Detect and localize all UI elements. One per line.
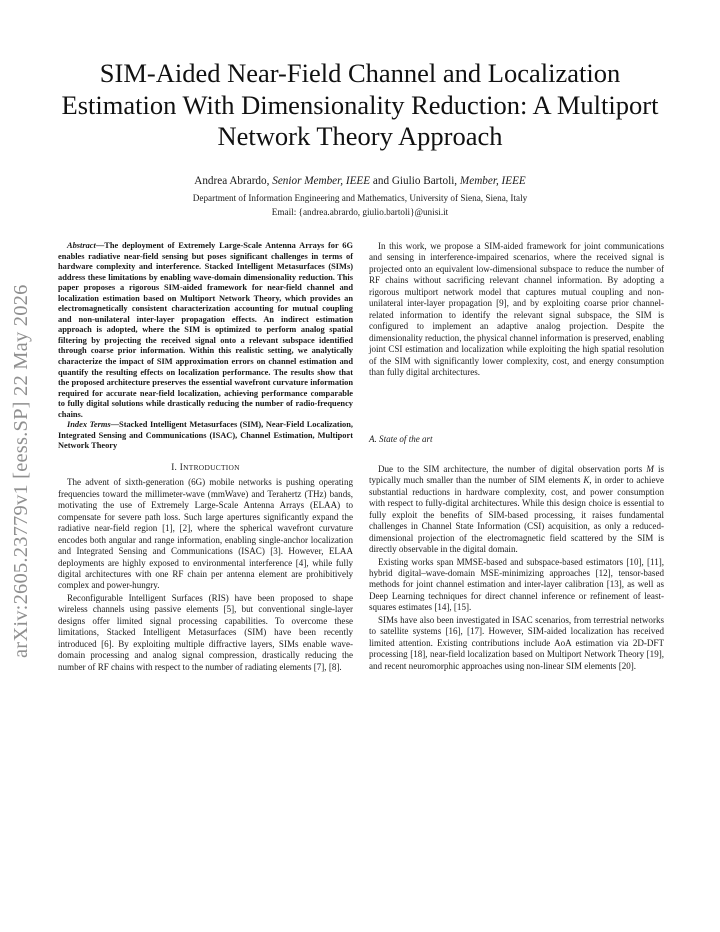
abstract-text: —The deployment of Extremely Large-Scale Antenna Arrays for 6G enables radiative near-field sensing but poses significant challenges in terms of hardware complexity and interference. Stacked Intelligent Metasurfaces (SIMs) address these limitations by enabling wave-domain dimensionality reduction. This paper proposes a rigorous SIM-aided framework for near-field channel and localization estimation based on Multiport Network Theory, which provides an electromagnetically consistent characterization accounting for mutual coupling and non-unilateral inter-layer propagation effects. An indirect estimation approach is adopted, where the SIM is optimized to perform analog spatial filtering by projecting the received signal onto a relevant subspace identified through coarse prior information. Within this realistic setting, we analytically characterize the impact of SIM approximation errors on channel estimation and quantify the resulting effects on localization performance. The results show that the proposed architecture preserves the essential wavefront curvature information required for accurate near-field localization, achieving performance comparable to fully digital solutions while drastically reducing the number of radio-frequency chains. [58, 241, 353, 419]
state-of-art-paragraph-1 [369, 464, 664, 556]
author-email: Email: {andrea.abrardo, giulio.bartoli}@unisi.it [271, 207, 449, 217]
paragraph-text: , in order to achieve substantial reductions in hardware complexity, cost, and power consumption with respect to fully-digital architectures. While this design choice is essential to fully exploit the benefits of SIM-based processing, it raises fundamental challenges in Channel State Information (CSI) acquisition, as only a reduced-dimensional projection of the electromagnetic field scattered by the SIM is directly observable in the digital domain. [369, 475, 664, 555]
author-2-name: Giulio Bartoli, [391, 175, 460, 187]
author-2-role: Member, IEEE [459, 175, 526, 187]
abstract-label: Abstract [67, 241, 96, 250]
author-1-role: Senior Member, IEEE [272, 175, 371, 187]
author-line [60, 174, 660, 188]
state-of-art-paragraph-2: Existing works span MMSE-based and subspace-based estimators [10], [11], hybrid digital–wave-domain MSE-minimizing approaches [12], tensor-based methods for joint channel estimation and inter-layer calibration [13], as well as Deep Learning techniques for direct channel inference or refinement of least-squares estimates [14], [15]. [369, 556, 664, 613]
index-terms-label: Index Terms [67, 420, 111, 430]
intro-paragraph-1: The advent of sixth-generation (6G) mobile networks is pushing operating frequencies toward the millimeter-wave (mmWave) and Terahertz (THz) bands, motivating the use of Extremely Large-Scale Antenna Arrays (ELAA) to compensate for severe path loss. Such large apertures significantly expand the radiative near-field region [1], [2], where the spherical wavefront curvature encodes both angular and range information, enabling single-anchor localization and Integrated Sensing and Communications (ISAC) [3]. However, ELAA deployments are highly exposed to environmental interference [4], while fully digital architectures with one RF chain per antenna element are prohibitively complex and power-hungry. [58, 477, 353, 591]
arxiv-watermark: arXiv:2605.23779v1 [eess.SP] 22 May 2026 [10, 284, 32, 658]
paragraph-text: Due to the SIM architecture, the number of digital observation ports [378, 463, 647, 474]
intro-paragraph-2: Reconfigurable Intelligent Surfaces (RIS) have been proposed to shape wireless channels using passive elements [5], but conventional single-layer designs offer limited signal processing capabilities. To overcome these limitations, Stacked Intelligent Metasurfaces (SIM) have been recently introduced [6]. By exploiting multiple diffractive layers, SIMs enable wave-domain processing and analog signal compression, drastically reducing the number of RF chains with respect to the number of radiating elements [7], [8]. [58, 592, 353, 672]
affiliation: Department of Information Engineering and Mathematics, University of Siena, Siena, Italy [192, 193, 528, 203]
math-var-k: K [583, 475, 590, 486]
section-initial: I [179, 461, 184, 472]
index-terms-text: —Stacked Intelligent Metasurfaces (SIM), Near-Field Localization, Integrated Sensing and Communications (ISAC), Channel Estimation, Multiport Network Theory [58, 420, 353, 451]
index-terms [58, 420, 353, 452]
intro-paragraph-3: In this work, we propose a SIM-aided framework for joint communications and sensing in interference-impaired scenarios, where the received signal is projected onto an equivalent low-dimensional subspace to reduce the number of RF chains without sacrificing relevant channel information. By adopting a rigorous multiport network model that captures mutual coupling and non-unilateral inter-layer propagation [9], and by exploiting coarse prior channel-related information to identify the relevant signal subspace, the SIM is configured to implement an adaptive analog projection. Despite the dimensionality reduction, the physical channel information is preserved, enabling joint CSI estimation and localization while exploiting the high spatial resolution of the SIM with significantly lower complexity, cost, and energy consumption than fully digital architectures. [369, 241, 664, 377]
left-column [58, 241, 353, 673]
paper-title: SIM-Aided Near-Field Channel and Localization Estimation With Dimensionality Reduction: A Multiport Network Theory Approach [61, 58, 659, 151]
section-number: I. [171, 461, 180, 472]
state-of-art-paragraph-3: SIMs have also been investigated in ISAC scenarios, from terrestrial networks to satellite systems [16], [17]. However, SIM-aided localization has received limited attention. Existing contributions include AoA estimation via 2D-DFT processing [18], near-field localization based on Multiport Network Theory [19], and recent neuromorphic approaches using non-linear SIM elements [20]. [369, 614, 664, 671]
author-1-name: Andrea Abrardo, [194, 175, 273, 187]
right-column [369, 241, 664, 672]
author-conjunction: and [370, 175, 392, 187]
section-heading-introduction [58, 462, 353, 473]
paragraph-text: is typically much smaller than the number of SIM elements [369, 463, 665, 486]
subsection-heading-state-of-the-art: A. State of the art [369, 434, 433, 445]
section-title-rest: NTRODUCTION [183, 462, 240, 472]
abstract [58, 241, 353, 420]
math-var-m: M [646, 463, 654, 474]
